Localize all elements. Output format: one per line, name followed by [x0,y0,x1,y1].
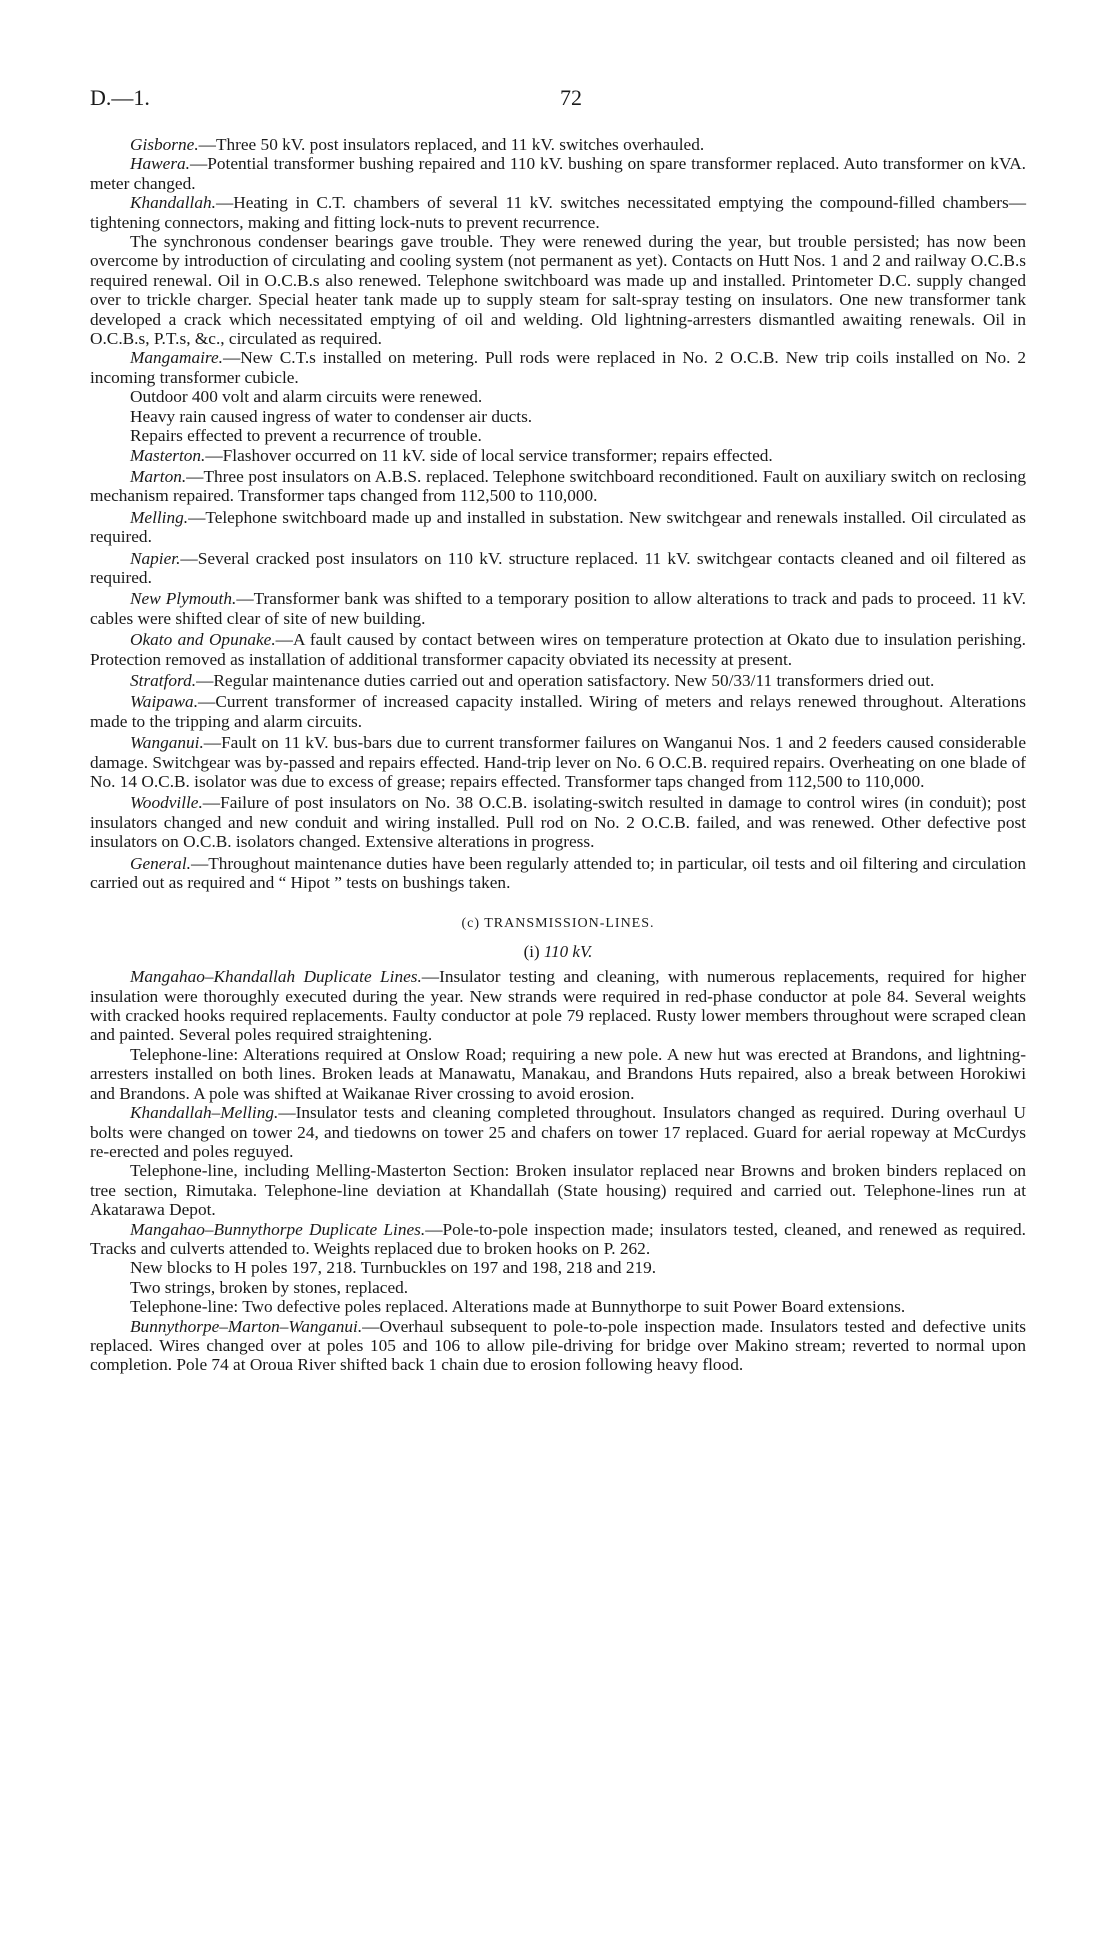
paragraph-text: —Transformer bank was shifted to a temporary position to allow alterations to track and pads to proceed. 11 kV. cables were shifted clear of site of new building. [90,589,1026,628]
paragraph-text: Heavy rain caused ingress of water to condenser air ducts. [130,406,533,426]
paragraph [90,426,1026,445]
paragraph [90,1161,1026,1219]
paragraph-lead: Masterton. [130,445,206,465]
paragraph [90,967,1026,1045]
paragraph-lead: New Plymouth. [130,589,237,609]
paragraph [90,387,1026,406]
paragraph-text: —Flashover occurred on 11 kV. side of local service transformer; repairs effected. [205,445,773,465]
paragraph [90,1317,1026,1375]
paragraph-lead: Wanganui. [130,733,204,753]
paragraph-lead: Okato and Opunake. [130,630,276,650]
paragraph-text: —Telephone switchboard made up and installed in substation. New switchgear and renewals installed. Oil circulated as required. [90,507,1026,547]
paragraph [90,1258,1026,1277]
paragraph-text: New blocks to H poles 197, 218. Turnbuckles on 197 and 198, 218 and 219. [130,1258,657,1278]
paragraph-text: —Heating in C.T. chambers of several 11 kV. switches necessitated emptying the compound-filled chambers—tightening connectors, making and fitting lock-nuts to prevent recurrence. [90,193,1026,232]
paragraph [90,793,1026,851]
paragraph-text: Telephone-line: Two defective poles replaced. Alterations made at Bunnythorpe to suit Power Board extensions. [130,1297,906,1317]
paragraph-text: —Fault on 11 kV. bus-bars due to current transformer failures on Wanganui Nos. 1 and 2 feeders caused considerable damage. Switchgear was by-passed and repairs effected. Hand-trip lever on No. 6 O.C.B. required repairs. Overheating on one blade of No. 14 O.C.B. isolator was due to excess of grease; repairs effected. Transformer taps changed from 112,500 to 110,000. [90,733,1026,791]
paragraph-text: —New C.T.s installed on metering. Pull rods were replaced in No. 2 O.C.B. New trip coils installed on No. 2 incoming transformer cubicle. [90,348,1026,387]
subheading-prefix: (i) [523,941,544,961]
paragraph [90,854,1026,893]
paragraph-text: —A fault caused by contact between wires on temperature protection at Okato due to insulation perishing. Protection removed as installation of additional transformer capacity obviated its necessity at present. [90,630,1027,669]
page-header [90,85,1026,135]
paragraph-text: —Current transformer of increased capacity installed. Wiring of meters and relays renewed throughout. Alterations made to the tripping and alarm circuits. [90,692,1026,731]
section-subheading [90,942,1026,961]
paragraph-text: —Insulator tests and cleaning completed throughout. Insulators changed as required. During overhaul U bolts were changed on tower 24, and tiedowns on tower 25 and chafers on tower 17 replaced. Guard for aerial ropeway at McCurdys re-erected and poles reguyed. [90,1103,1026,1161]
substation-reports [90,135,1026,892]
paragraph-text: Telephone-line: Alterations required at Onslow Road; requiring a new pole. A new hut was erected at Brandons, and lightning-arresters installed on both lines. Broken leads at Manawatu, Manakau, and Brandons Huts repaired, also a break between Horokiwi and Brandons. A pole was shifted at Waikanae River crossing to avoid erosion. [90,1044,1026,1103]
paragraph [90,193,1026,232]
paragraph-text: —Potential transformer bushing repaired and 110 kV. bushing on spare transformer replaced. Auto transformer on kVA. meter changed. [90,154,1026,193]
paragraph [90,508,1026,547]
paragraph [90,407,1026,426]
paragraph-text: The synchronous condenser bearings gave trouble. They were renewed during the year, but trouble persisted; has now been overcome by introduction of circulating and cooling system (not permanent as yet). Contacts on Hutt Nos. 1 and 2 and railway O.C.B.s required renewal. Oil in O.C.B.s also renewed. Telephone switchboard was made up and installed. Printometer D.C. supply changed over to trickle charger. Special heater tank made up to supply steam for salt-spray testing on insulators. One new transformer tank developed a crack which necessitated emptying of oil and welding. Old lightning-arresters dismantled awaiting renewals. Oil in O.C.B.s, P.T.s, &c., circulated as required. [90,232,1026,349]
paragraph-lead: Mangahao–Khandallah Duplicate Lines. [130,967,422,987]
paragraph [90,1297,1026,1316]
paragraph-lead: Stratford. [130,670,197,690]
subheading-voltage: 110 kV. [543,941,593,961]
paragraph [90,467,1026,506]
paragraph-lead: Khandallah–Melling. [130,1103,279,1123]
section-heading: (c) TRANSMISSION-LINES. [461,916,655,932]
paragraph [90,589,1026,628]
paragraph-text: —Several cracked post insulators on 110 kV. structure replaced. 11 kV. switchgear contacts cleaned and oil filtered as required. [90,548,1026,587]
paragraph-text: —Pole-to-pole inspection made; insulators tested, cleaned, and renewed as required. Tracks and culverts attended to. Weights replaced due to broken hooks on P. 262. [90,1219,1027,1258]
paragraph [90,671,1026,690]
paragraph-lead: Hawera. [130,154,191,174]
paragraph [90,733,1026,791]
paragraph [90,232,1026,348]
paragraph-lead: Marton. [130,466,187,486]
paragraph-text: —Three post insulators on A.B.S. replaced. Telephone switchboard reconditioned. Fault on auxiliary switch on reclosing mechanism repaired. Transformer taps changed from 112,500 to 110,000. [90,466,1026,506]
paragraph [90,549,1026,588]
paragraph-lead: Gisborne. [130,135,199,154]
paragraph [90,135,1026,154]
paragraph [90,630,1026,669]
paragraph-text: —Insulator testing and cleaning, with numerous replacements, required for higher insulation were thoroughly executed during the year. New strands were required in red-phase conductor at pole 84. Several weights with cracked hooks required replacements. Faulty conductor at pole 79 replaced. Rusty lower members throughout were scraped clean and painted. Several poles required straightening. [90,967,1026,1045]
paragraph-lead: Napier. [130,548,181,568]
paragraph [90,446,1026,465]
paragraph-lead: Melling. [130,507,189,527]
paragraph-text: —Regular maintenance duties carried out and operation satisfactory. New 50/33/11 transformers dried out. [196,670,935,690]
paragraph-text: —Failure of post insulators on No. 38 O.C.B. isolating-switch resulted in damage to control wires (in conduit); post insulators changed and new conduit and wiring installed. Pull rod on No. 2 O.C.B. failed, and was renewed. Other defective post insulators on O.C.B. isolators changed. Extensive alterations in progress. [90,793,1026,852]
paragraph-text: —Three 50 kV. post insulators replaced, and 11 kV. switches overhauled. [198,135,705,154]
paragraph-text: Repairs effected to prevent a recurrence of trouble. [130,426,482,446]
paragraph-text: Telephone-line, including Melling-Masterton Section: Broken insulator replaced near Browns and broken binders replaced on tree section, Rimutaka. Telephone-line deviation at Khandallah (State housing) required and carried out. Telephone-lines run at Akatarawa Depot. [90,1161,1026,1220]
paragraph [90,692,1026,731]
paragraph-text: Outdoor 400 volt and alarm circuits were renewed. [130,387,483,407]
paragraph-text: Two strings, broken by stones, replaced. [130,1277,409,1297]
paragraph-lead: Woodville. [130,793,203,813]
paragraph-lead: General. [130,853,191,873]
paragraph [90,1220,1026,1259]
paragraph [90,1103,1026,1161]
transmission-line-reports [90,967,1026,1375]
paragraph [90,348,1026,387]
page-number: 72 [560,85,582,110]
paragraph-lead: Khandallah. [130,193,216,213]
paragraph-lead: Waipawa. [130,692,199,712]
paragraph-lead: Mangamaire. [130,348,223,368]
document-reference: D.—1. [90,85,150,110]
paragraph-text: —Overhaul subsequent to pole-to-pole inspection made. Insulators tested and defective units replaced. Wires changed over at poles 105 and 106 to allow pile-driving for bridge over Makino stream; reverted to normal upon completion. Pole 74 at Oroua River shifted back 1 chain due to erosion following heavy flood. [90,1316,1026,1375]
paragraph-lead: Bunnythorpe–Marton–Wanganui. [130,1316,363,1336]
body-text [90,135,1026,1375]
paragraph-text: —Throughout maintenance duties have been regularly attended to; in particular, oil tests and oil filtering and circulation carried out as required and “ Hipot ” tests on bushings taken. [90,853,1026,893]
paragraph [90,154,1026,193]
paragraph-lead: Mangahao–Bunnythorpe Duplicate Lines. [130,1219,426,1239]
paragraph [90,1278,1026,1297]
paragraph [90,1045,1026,1103]
